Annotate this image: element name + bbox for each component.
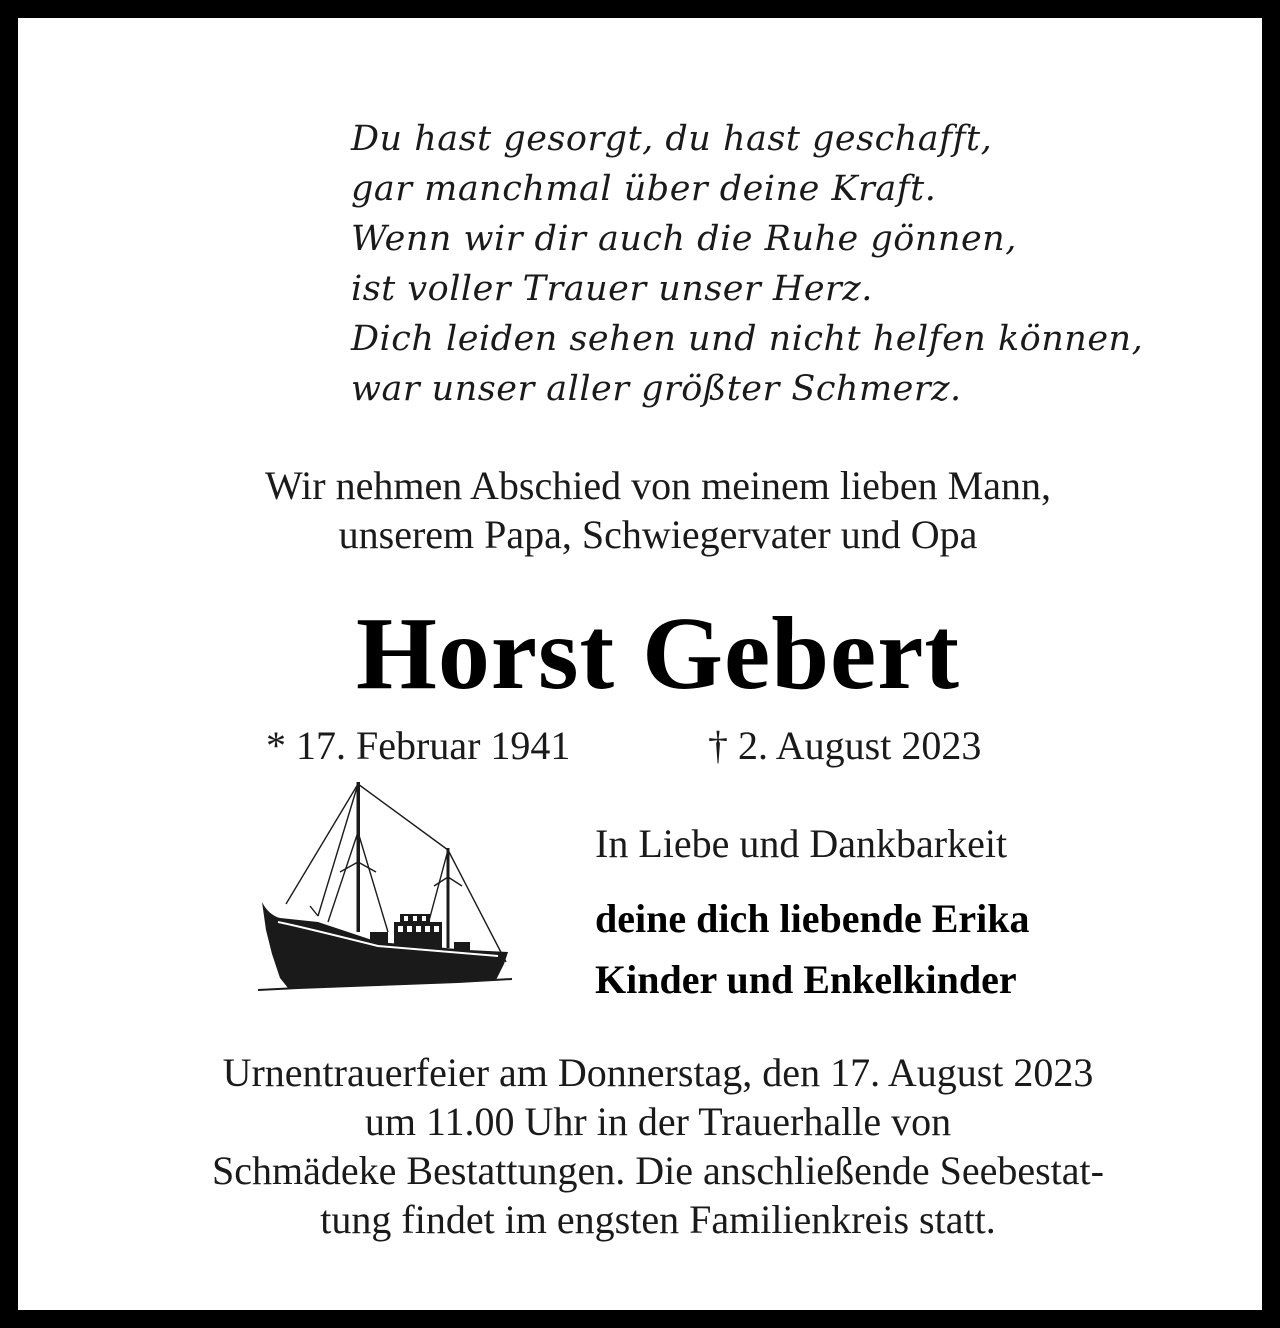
poem-line: Wenn wir dir auch die Ruhe gönnen,	[351, 219, 1017, 259]
ceremony-info	[18, 1048, 1280, 1244]
poem-line: ist voller Trauer unser Herz.	[351, 269, 873, 309]
intro-line: Wir nehmen Abschied von meinem lieben Mann,	[265, 463, 1051, 508]
ceremony-line: Urnentrauerfeier am Donnerstag, den 17. August 2023	[222, 1050, 1094, 1095]
mourners	[595, 888, 1030, 1010]
deceased-name: Horst Gebert	[355, 596, 960, 711]
death-date: † 2. August 2023	[708, 723, 982, 768]
ceremony-line: Schmädeke Bestattungen. Die anschließende Seebestat-	[212, 1148, 1104, 1193]
poem-line: Du hast gesorgt, du hast geschafft,	[351, 119, 993, 159]
poem-line: Dich leiden sehen und nicht helfen können,	[351, 319, 1144, 359]
ceremony-line: tung findet im engsten Familienkreis statt.	[320, 1197, 996, 1242]
poem-line: gar manchmal über deine Kraft.	[351, 169, 937, 209]
farewell-intro	[18, 461, 1280, 559]
ship-icon	[258, 782, 514, 994]
thanks-line: In Liebe und Dankbarkeit	[595, 821, 1008, 866]
mourner-name: deine dich liebende Erika	[595, 896, 1030, 941]
poem-line: war unser aller größter Schmerz.	[351, 369, 962, 409]
birth-date: * 17. Februar 1941	[266, 723, 571, 768]
mourner-name: Kinder und Enkelkinder	[595, 957, 1017, 1002]
poem	[351, 114, 1143, 414]
intro-line: unserem Papa, Schwiegervater und Opa	[338, 512, 978, 557]
ceremony-line: um 11.00 Uhr in der Trauerhalle von	[364, 1099, 952, 1144]
